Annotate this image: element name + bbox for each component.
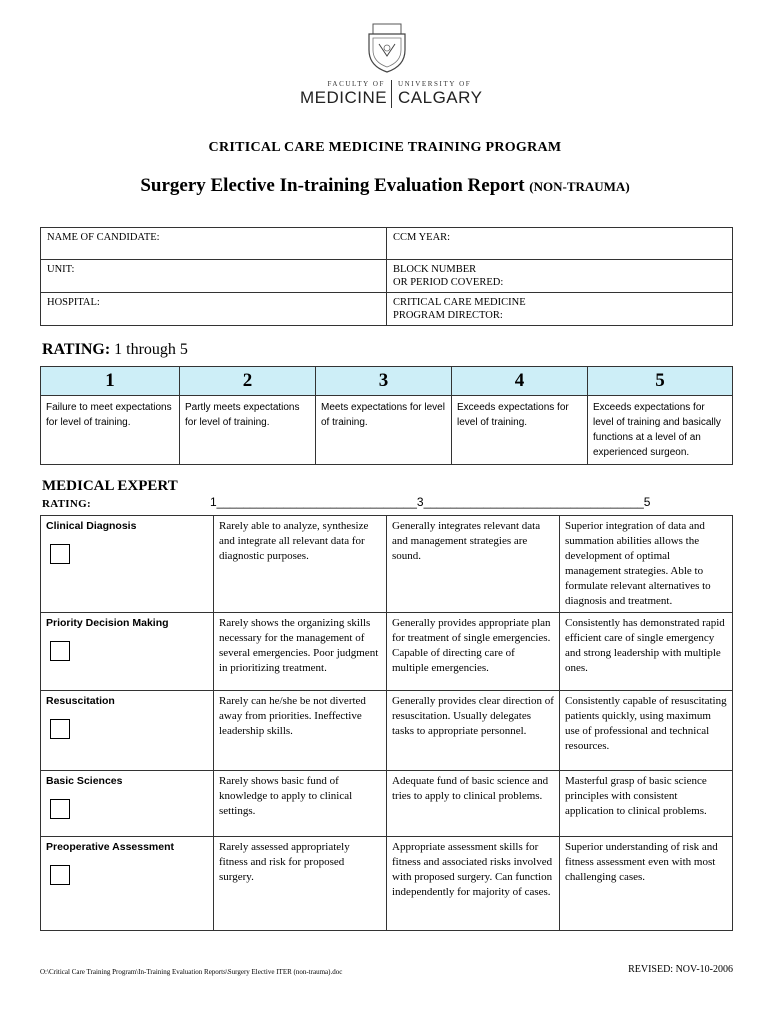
rating-desc-5: Exceeds expectations for level of training and basically functions at a level of an experienced surgeon. <box>588 396 733 465</box>
rating-heading <box>42 341 188 359</box>
preoperative-assessment-rating-checkbox[interactable] <box>50 865 70 885</box>
faculty-logo <box>300 80 483 110</box>
category-preoperative-assessment: Preoperative Assessment <box>46 841 175 853</box>
preoperative-assessment-low: Rarely assessed appropriately fitness and risk for proposed surgery. <box>214 837 387 931</box>
hospital-field[interactable] <box>41 293 387 326</box>
priority-decision-making-high: Consistently has demonstrated rapid efficient care of single emergency and strong leadership with multiple ones. <box>560 613 733 691</box>
program-director-field[interactable] <box>387 293 733 326</box>
medical-expert-rating-label: RATING: <box>42 498 91 510</box>
clinical-diagnosis-mid: Generally integrates relevant data and management strategies are sound. <box>387 516 560 613</box>
priority-decision-making-rating-checkbox[interactable] <box>50 641 70 661</box>
clinical-diagnosis-high: Superior integration of data and summation abilities allows the development of optimal management strategies. Able to formulate relevant alternatives to diagnosis and treatment. <box>560 516 733 613</box>
priority-decision-making-mid: Generally provides appropriate plan for treatment of single emergencies. Capable of directing care of multiple emergencies. <box>387 613 560 691</box>
rating-level-2: 2 <box>180 367 316 396</box>
logo-medicine: MEDICINE <box>300 88 388 107</box>
rating-desc-3: Meets expectations for level of training. <box>316 396 452 465</box>
hospital-label: HOSPITAL: <box>47 297 100 308</box>
clinical-diagnosis-low: Rarely able to analyze, synthesize and integrate all relevant data for diagnostic purposes. <box>214 516 387 613</box>
table-row <box>41 771 733 837</box>
rating-range: 1 through 5 <box>114 341 188 358</box>
rating-level-1: 1 <box>41 367 180 396</box>
basic-sciences-mid: Adequate fund of basic science and tries to apply to clinical problems. <box>387 771 560 837</box>
block-number-label-2: OR PERIOD COVERED: <box>393 277 504 288</box>
medical-expert-table <box>40 515 733 931</box>
category-clinical-diagnosis: Clinical Diagnosis <box>46 520 137 532</box>
resuscitation-rating-checkbox[interactable] <box>50 719 70 739</box>
category-basic-sciences: Basic Sciences <box>46 775 123 787</box>
priority-decision-making-low: Rarely shows the organizing skills necessary for the management of several emergencies. Poor judgment in prioritizing treatment. <box>214 613 387 691</box>
name-of-candidate-field[interactable] <box>41 228 387 260</box>
block-number-field[interactable] <box>387 260 733 293</box>
resuscitation-low: Rarely can he/she be not diverted away from priorities. Ineffective leadership skills. <box>214 691 387 771</box>
category-resuscitation: Resuscitation <box>46 695 115 707</box>
program-director-label-2: PROGRAM DIRECTOR: <box>393 310 503 321</box>
report-title <box>0 175 770 197</box>
resuscitation-mid: Generally provides clear direction of resuscitation. Usually delegates tasks to appropriate personnel. <box>387 691 560 771</box>
rating-scale-table <box>40 366 733 465</box>
revised-date: REVISED: NOV-10-2006 <box>628 964 733 975</box>
program-name: CRITICAL CARE MEDICINE TRAINING PROGRAM <box>208 140 562 155</box>
logo-faculty-of: FACULTY OF <box>327 80 385 88</box>
unit-label: UNIT: <box>47 264 75 275</box>
rating-level-3: 3 <box>316 367 452 396</box>
rating-desc-2: Partly meets expectations for level of training. <box>180 396 316 465</box>
table-row <box>41 837 733 931</box>
basic-sciences-high: Masterful grasp of basic science principles with consistent application to clinical problems. <box>560 771 733 837</box>
rating-scale-line: 1______________________________3_________________________________5 <box>210 495 651 509</box>
rating-level-5: 5 <box>588 367 733 396</box>
logo-calgary: CALGARY <box>398 88 483 107</box>
document-path: O:\Critical Care Training Program\In-Training Evaluation Reports\Surgery Elective ITER (non-trauma).doc <box>40 968 343 976</box>
basic-sciences-rating-checkbox[interactable] <box>50 799 70 819</box>
rating-desc-1: Failure to meet expectations for level of training. <box>41 396 180 465</box>
block-number-label-1: BLOCK NUMBER <box>393 264 477 275</box>
resuscitation-high: Consistently capable of resuscitating patients quickly, using maximum use of professional and technical resources. <box>560 691 733 771</box>
logo-university-of: UNIVERSITY OF <box>398 80 472 88</box>
category-priority-decision-making: Priority Decision Making <box>46 617 169 629</box>
rating-level-4: 4 <box>452 367 588 396</box>
clinical-diagnosis-rating-checkbox[interactable] <box>50 544 70 564</box>
rating-desc-4: Exceeds expectations for level of training. <box>452 396 588 465</box>
report-title-main: Surgery Elective In-training Evaluation Report <box>140 175 525 196</box>
university-crest-icon <box>365 22 409 74</box>
program-director-label-1: CRITICAL CARE MEDICINE <box>393 297 526 308</box>
unit-field[interactable] <box>41 260 387 293</box>
table-row <box>41 691 733 771</box>
ccm-year-label: CCM YEAR: <box>393 232 451 243</box>
preoperative-assessment-mid: Appropriate assessment skills for fitness and associated risks involved with proposed surgery. Can function independently for majority of cases. <box>387 837 560 931</box>
medical-expert-title: MEDICAL EXPERT <box>42 478 178 494</box>
table-row <box>41 516 733 613</box>
rating-label: RATING: <box>42 341 111 358</box>
table-row <box>41 613 733 691</box>
candidate-info-table <box>40 227 733 326</box>
report-title-suffix: (NON-TRAUMA) <box>529 179 630 194</box>
basic-sciences-low: Rarely shows basic fund of knowledge to apply to clinical settings. <box>214 771 387 837</box>
ccm-year-field[interactable] <box>387 228 733 260</box>
name-of-candidate-label: NAME OF CANDIDATE: <box>47 232 160 243</box>
preoperative-assessment-high: Superior understanding of risk and fitness assessment even with most challenging cases. <box>560 837 733 931</box>
